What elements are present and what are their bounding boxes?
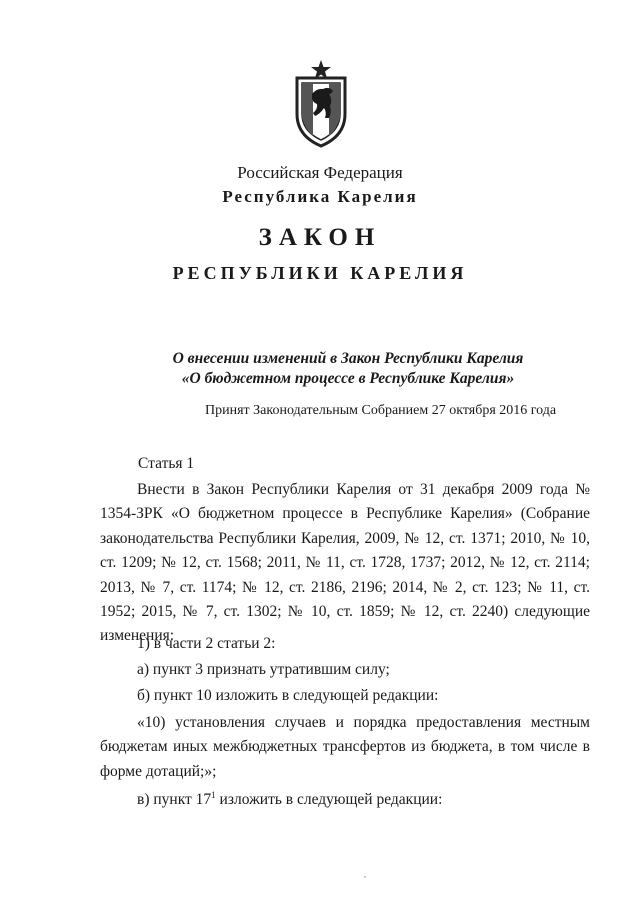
republic-name: Республика Карелия xyxy=(222,187,418,206)
item-v xyxy=(137,790,442,809)
item-v-suffix: изложить в следующей редакции: xyxy=(215,791,443,808)
article-intro xyxy=(100,478,590,649)
article-intro-text: Внести в Закон Республики Карелия от 31 декабря 2009 года № 1354-ЗРК «О бюджетном процессе в Республике Карелия» (Собрание законодательства Республики Карелия, 2009, № 12, ст. 1371; 2010, № 10, ст. 1209; № 12, ст. 1568; 2011, № 11, ст. 1728, 1737; 2012, № 12, ст. 2114; 2013, № 7, ст. 1174; № 12, ст. 2186, 2196; 2014, № 2, ст. 123; № 11, ст. 1952; 2015, № 7, ст. 1302; № 10, ст. 1859; № 12, ст. 2240) следующие изменения: xyxy=(100,481,590,645)
adoption-note: Принят Законодательным Собранием 27 октября 2016 года xyxy=(205,403,557,418)
page-mark xyxy=(364,876,366,878)
subject-line-2: «О бюджетном процессе в Республике Карелия» xyxy=(181,370,515,387)
item-b-quote-text: «10) установления случаев и порядка предоставления местным бюджетам иных межбюджетных трансфертов из бюджета, в том числе в форме дотаций;»; xyxy=(100,714,590,780)
law-subject xyxy=(28,349,640,389)
karelia-coat-of-arms-icon xyxy=(293,58,349,148)
article-heading: Статья 1 xyxy=(138,455,195,472)
subject-line-1: О внесении изменений в Закон Республики Карелия xyxy=(172,350,524,367)
law-title: ЗАКОН xyxy=(258,224,382,251)
law-subtitle: РЕСПУБЛИКИ КАРЕЛИЯ xyxy=(172,263,468,283)
country-name: Российская Федерация xyxy=(237,163,403,182)
item-b: б) пункт 10 изложить в следующей редакции: xyxy=(137,687,439,704)
item-1: 1) в части 2 статьи 2: xyxy=(137,635,276,652)
item-v-superscript: 1 xyxy=(211,790,216,800)
item-b-quote xyxy=(100,711,590,784)
item-a: а) пункт 3 признать утратившим силу; xyxy=(137,661,390,678)
item-v-prefix: в) пункт 17 xyxy=(137,791,212,808)
